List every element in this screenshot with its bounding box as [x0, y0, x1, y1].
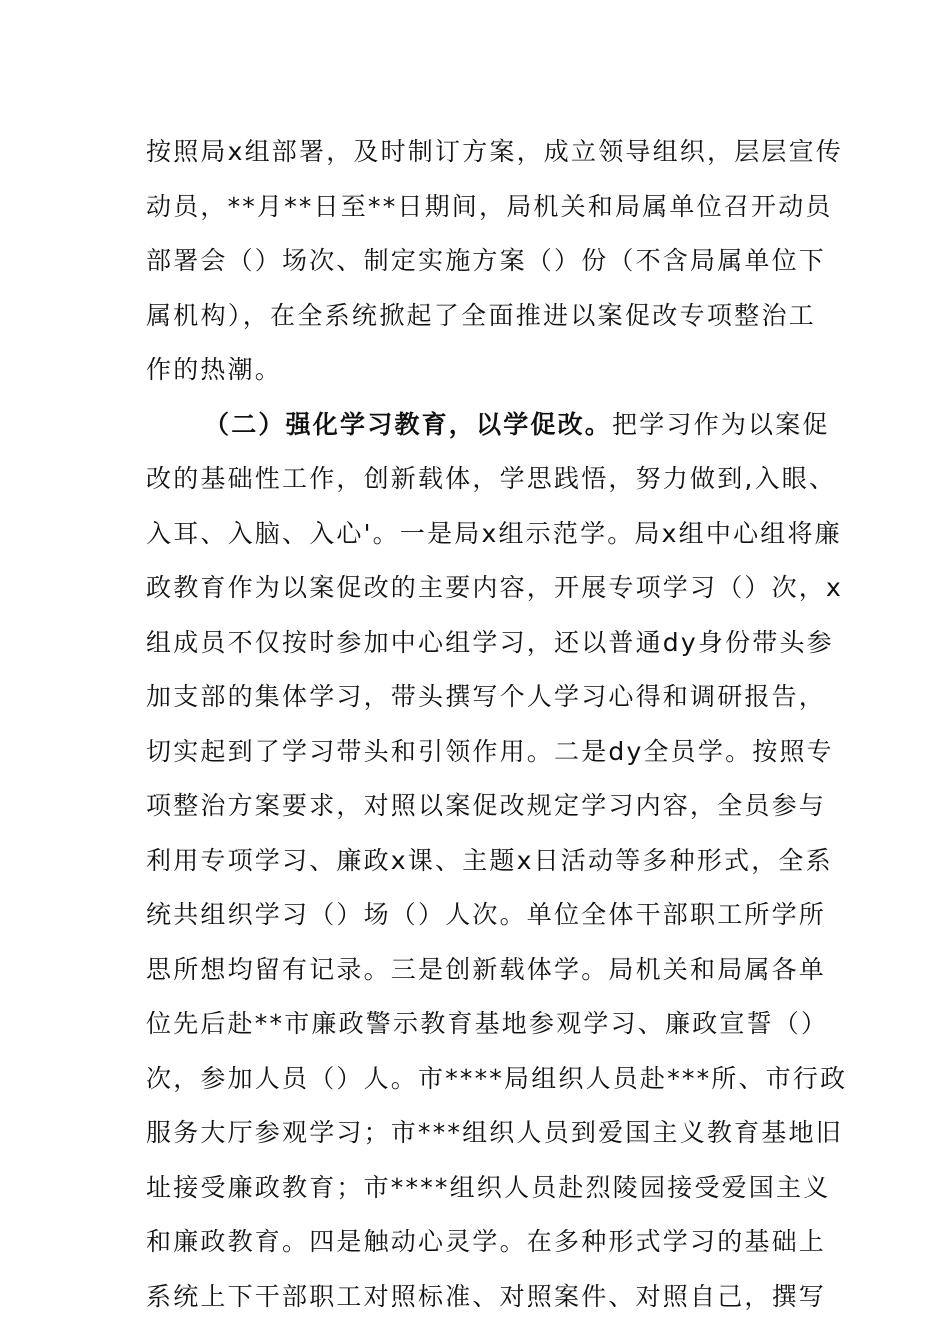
paragraph-line: 改的基础性工作，创新载体，学思践悟，努力做到,入眼、 — [146, 464, 837, 493]
paragraph-line: 切实起到了学习带头和引领作用。二是dy全员学。按照专 — [146, 736, 834, 766]
paragraph-line: 统共组织学习（）场（）人次。单位全体干部职工所学所 — [146, 900, 827, 929]
paragraph-line: 入耳、入脑、入心'。一是局x组示范学。局x组中心组将廉 — [146, 518, 842, 548]
paragraph-line: 服务大厅参观学习；市***组织人员到爱国主义教育基地旧 — [146, 1118, 843, 1147]
paragraph-line: 作的热潮。 — [146, 355, 283, 384]
paragraph-line: 加支部的集体学习，带头撰写个人学习心得和调研报告， — [146, 682, 827, 711]
paragraph-line: 部署会（）场次、制定实施方案（）份（不含局属单位下 — [146, 246, 827, 275]
paragraph-line: 和廉政教育。四是触动心灵学。在多种形式学习的基础上 — [146, 1227, 827, 1256]
paragraph-line: 政教育作为以案促改的主要内容，开展专项学习（）次，x — [146, 573, 843, 602]
paragraph-line: 系统上下干部职工对照标准、对照案件、对照自己，撰写 — [146, 1281, 827, 1311]
paragraph-first-line — [146, 398, 830, 453]
paragraph-line: 位先后赴**市廉政警示教育基地参观学习、廉政宣誓（） — [146, 1009, 829, 1038]
paragraph-line: 属机构），在全系统掀起了全面推进以案促改专项整治工 — [146, 300, 816, 330]
section-heading: （二）强化学习教育，以学促改。 — [204, 409, 613, 439]
document-body — [146, 125, 848, 1324]
paragraph-2 — [146, 398, 848, 1325]
paragraph-line: 址接受廉政教育；市****组织人员赴烈陵园接受爱国主义 — [146, 1172, 831, 1202]
paragraph-line: 次，参加人员（）人。市****局组织人员赴***所、市行政 — [146, 1063, 848, 1093]
paragraph-line: 思所想均留有记录。三是创新载体学。局机关和局属各单 — [146, 954, 827, 984]
paragraph-line: 项整治方案要求，对照以案促改规定学习内容，全员参与 — [146, 791, 827, 820]
paragraph-line: 按照局x组部署，及时制订方案，成立领导组织，层层宣传 — [146, 137, 843, 166]
paragraph-line: 动员，**月**日至**日期间，局机关和局属单位召开动员 — [146, 191, 833, 221]
paragraph-line: 利用专项学习、廉政x课、主题x日活动等多种形式，全系 — [146, 845, 833, 875]
paragraph-line: 组成员不仅按时参加中心组学习，还以普通dy身份带头参 — [146, 627, 834, 657]
paragraph-1 — [146, 125, 843, 398]
heading-line-text: 把学习作为以案促 — [612, 409, 830, 439]
